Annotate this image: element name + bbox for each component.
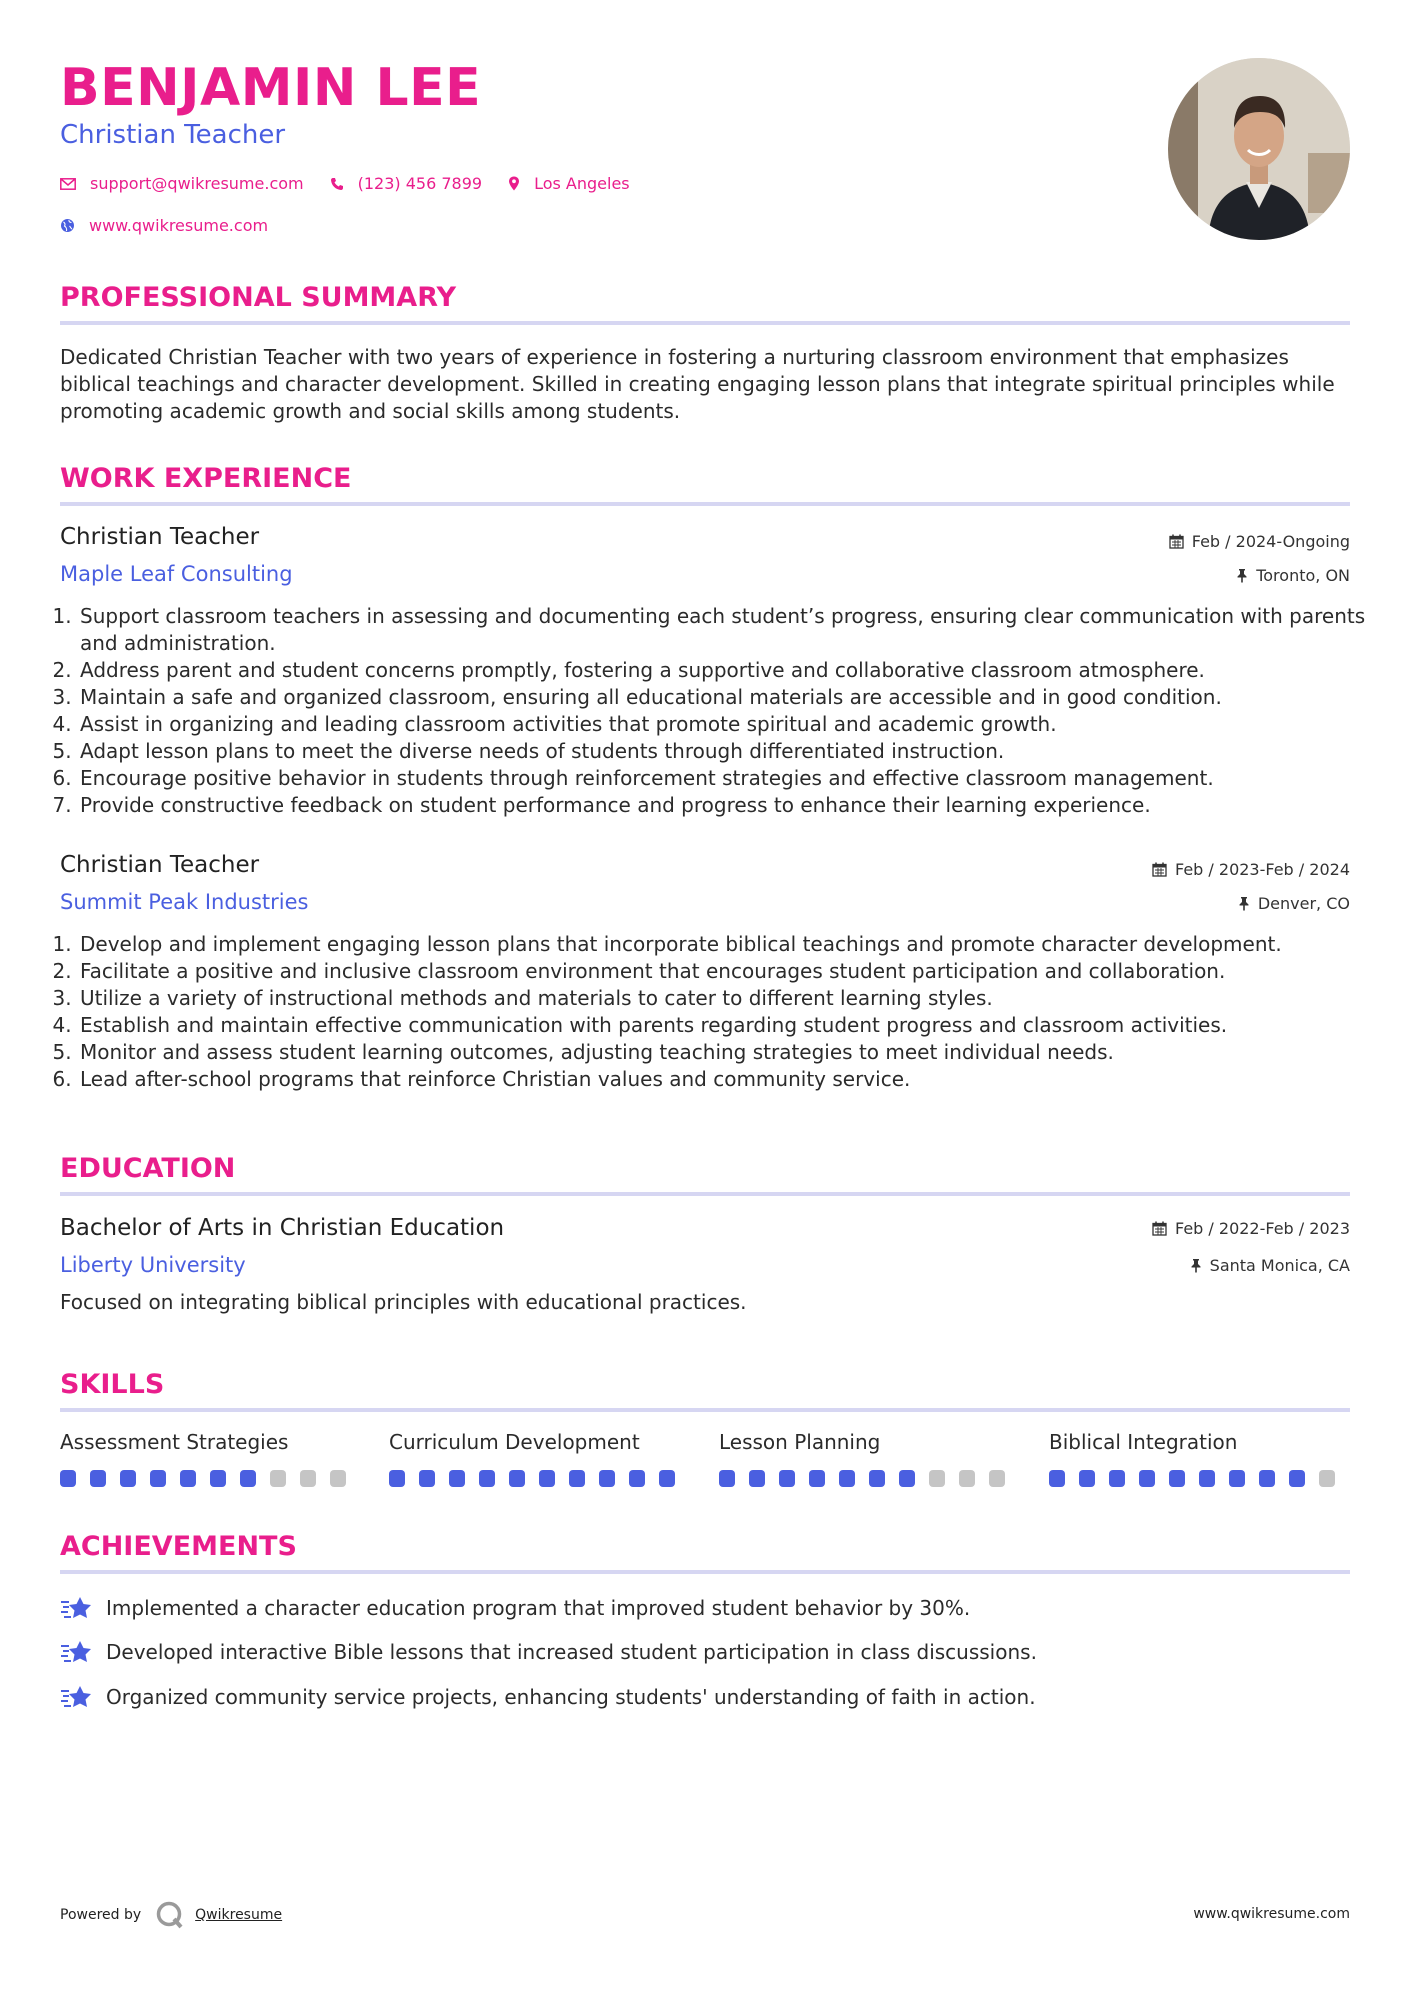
skill-dot-filled xyxy=(1259,1470,1275,1487)
location-pin-icon xyxy=(508,176,520,191)
resume-page xyxy=(60,0,1366,1990)
skill-curriculum-development xyxy=(389,1430,689,1487)
qwikresume-link[interactable]: Qwikresume xyxy=(195,1907,283,1923)
list-item: 4. Establish and maintain effective communication with parents regarding student progress and classroom activities. xyxy=(78,1012,1368,1039)
envelope-icon xyxy=(60,178,76,190)
list-item: 3. Maintain a safe and organized classroom, ensuring all educational materials are accessible and in good condition. xyxy=(78,684,1368,711)
globe-icon xyxy=(60,218,75,233)
achievements-heading: ACHIEVEMENTS xyxy=(60,1531,297,1562)
skill-dot-filled xyxy=(809,1470,825,1487)
skill-dot-filled xyxy=(419,1470,435,1487)
job-2-dates-text: Feb / 2023-Feb / 2024 xyxy=(1175,860,1350,879)
profile-photo xyxy=(1168,58,1350,240)
skill-dot-empty xyxy=(330,1470,346,1487)
job-1-company: Maple Leaf Consulting xyxy=(60,562,293,586)
footer-powered-by xyxy=(60,1900,282,1930)
skill-dot-filled xyxy=(389,1470,405,1487)
skill-dot-filled xyxy=(749,1470,765,1487)
education-location-text: Santa Monica, CA xyxy=(1209,1256,1350,1275)
skill-dot-filled xyxy=(120,1470,136,1487)
job-2-company: Summit Peak Industries xyxy=(60,890,309,914)
education-school: Liberty University xyxy=(60,1253,246,1277)
list-item: 4. Assist in organizing and leading classroom activities that promote spiritual and academic growth. xyxy=(78,711,1368,738)
skill-biblical-integration xyxy=(1049,1430,1349,1487)
contact-row xyxy=(60,174,656,193)
calendar-icon xyxy=(1169,534,1184,549)
phone-icon xyxy=(330,177,344,191)
footer-website[interactable]: www.qwikresume.com xyxy=(1193,1906,1350,1922)
skill-dot-filled xyxy=(1139,1470,1155,1487)
achievement-text: Organized community service projects, enhancing students' understanding of faith in action. xyxy=(106,1685,1036,1709)
skill-dot-filled xyxy=(479,1470,495,1487)
contact-location xyxy=(508,174,630,193)
star-badge-icon xyxy=(60,1594,94,1622)
skill-rating xyxy=(719,1470,1019,1487)
website-row xyxy=(60,216,294,235)
skill-assessment-strategies xyxy=(60,1430,360,1487)
email-text: support@qwikresume.com xyxy=(90,174,304,193)
list-item: 2. Facilitate a positive and inclusive classroom environment that encourages student participation and collaboration. xyxy=(78,958,1368,985)
job-2-bullets xyxy=(60,931,1368,1093)
education-location xyxy=(1190,1256,1350,1275)
list-item: 1. Support classroom teachers in assessing and documenting each student’s progress, ensuring clear communication with parents and administration. xyxy=(78,603,1368,657)
skill-dot-filled xyxy=(899,1470,915,1487)
profile-photo-illustration xyxy=(1168,58,1350,240)
star-badge-icon xyxy=(60,1683,94,1711)
candidate-title: Christian Teacher xyxy=(60,120,286,150)
skill-rating xyxy=(389,1470,689,1487)
calendar-icon xyxy=(1152,862,1167,877)
experience-heading: WORK EXPERIENCE xyxy=(60,463,352,494)
job-1-bullets xyxy=(60,603,1368,819)
skill-dot-filled xyxy=(1049,1470,1065,1487)
skill-dot-filled xyxy=(569,1470,585,1487)
achievement-item xyxy=(60,1683,1036,1711)
skill-dot-filled xyxy=(180,1470,196,1487)
achievements-divider xyxy=(60,1570,1350,1574)
website-text: www.qwikresume.com xyxy=(89,216,269,235)
education-divider xyxy=(60,1192,1350,1196)
education-heading: EDUCATION xyxy=(60,1153,236,1184)
contact-email[interactable] xyxy=(60,174,304,193)
skill-dot-empty xyxy=(270,1470,286,1487)
list-item: 3. Utilize a variety of instructional methods and materials to cater to different learning styles. xyxy=(78,985,1368,1012)
pushpin-icon xyxy=(1190,1258,1202,1273)
phone-text: (123) 456 7899 xyxy=(357,174,483,193)
education-degree: Bachelor of Arts in Christian Education xyxy=(60,1215,505,1241)
skill-dot-filled xyxy=(449,1470,465,1487)
skill-lesson-planning xyxy=(719,1430,1019,1487)
skill-dot-filled xyxy=(839,1470,855,1487)
job-1-role: Christian Teacher xyxy=(60,524,260,550)
skill-rating xyxy=(1049,1470,1349,1487)
skills-divider xyxy=(60,1408,1350,1412)
achievement-item xyxy=(60,1638,1037,1666)
job-1-dates-text: Feb / 2024-Ongoing xyxy=(1191,532,1350,551)
skill-dot-filled xyxy=(210,1470,226,1487)
list-item: 5. Monitor and assess student learning outcomes, adjusting teaching strategies to meet individual needs. xyxy=(78,1039,1368,1066)
list-item: 1. Develop and implement engaging lesson plans that incorporate biblical teachings and promote character development. xyxy=(78,931,1368,958)
skill-dot-filled xyxy=(60,1470,76,1487)
skill-dot-filled xyxy=(719,1470,735,1487)
skill-label: Assessment Strategies xyxy=(60,1430,289,1454)
qwikresume-logo-icon xyxy=(155,1900,185,1930)
star-badge-icon xyxy=(60,1638,94,1666)
skill-dot-filled xyxy=(659,1470,675,1487)
summary-divider xyxy=(60,321,1350,325)
skill-dot-empty xyxy=(929,1470,945,1487)
skill-dot-filled xyxy=(1169,1470,1185,1487)
skill-dot-empty xyxy=(1319,1470,1335,1487)
list-item: 6. Encourage positive behavior in students through reinforcement strategies and effective classroom management. xyxy=(78,765,1368,792)
pushpin-icon xyxy=(1238,896,1250,911)
summary-text: Dedicated Christian Teacher with two years of experience in fostering a nurturing classroom environment that emphasizes biblical teachings and character development. Skilled in creating engaging lesson plans that integrate spiritual principles while promoting academic growth and social skills among students. xyxy=(60,345,1335,423)
location-text: Los Angeles xyxy=(534,174,630,193)
skill-label: Biblical Integration xyxy=(1049,1430,1238,1454)
skill-label: Curriculum Development xyxy=(389,1430,640,1454)
skill-dot-filled xyxy=(1109,1470,1125,1487)
skill-rating xyxy=(60,1470,360,1487)
achievement-text: Implemented a character education program that improved student behavior by 30%. xyxy=(106,1596,971,1620)
achievement-item xyxy=(60,1594,970,1622)
achievement-text: Developed interactive Bible lessons that increased student participation in class discussions. xyxy=(106,1640,1037,1664)
skill-dot-filled xyxy=(509,1470,525,1487)
powered-by-text: Powered by xyxy=(60,1907,142,1923)
skill-dot-empty xyxy=(959,1470,975,1487)
list-item: 2. Address parent and student concerns promptly, fostering a supportive and collaborative classroom atmosphere. xyxy=(78,657,1368,684)
candidate-name: BENJAMIN LEE xyxy=(60,58,482,118)
skill-dot-filled xyxy=(150,1470,166,1487)
skill-dot-filled xyxy=(1079,1470,1095,1487)
calendar-icon xyxy=(1152,1221,1167,1236)
list-item: 6. Lead after-school programs that reinforce Christian values and community service. xyxy=(78,1066,1368,1093)
job-2-dates xyxy=(1152,860,1350,879)
skills-heading: SKILLS xyxy=(60,1369,165,1400)
summary-heading: PROFESSIONAL SUMMARY xyxy=(60,282,457,313)
skill-dot-empty xyxy=(300,1470,316,1487)
contact-website[interactable] xyxy=(60,216,268,235)
skill-dot-filled xyxy=(869,1470,885,1487)
job-2-location xyxy=(1238,894,1350,913)
job-1-location xyxy=(1236,566,1350,585)
skill-label: Lesson Planning xyxy=(719,1430,881,1454)
list-item: 7. Provide constructive feedback on student performance and progress to enhance their learning experience. xyxy=(78,792,1368,819)
experience-divider xyxy=(60,502,1350,506)
job-2-location-text: Denver, CO xyxy=(1257,894,1350,913)
job-2-role: Christian Teacher xyxy=(60,852,260,878)
education-dates xyxy=(1152,1219,1350,1238)
contact-phone[interactable] xyxy=(330,174,482,193)
education-description: Focused on integrating biblical principles with educational practices. xyxy=(60,1290,747,1314)
pushpin-icon xyxy=(1236,568,1248,583)
skill-dot-filled xyxy=(90,1470,106,1487)
list-item: 5. Adapt lesson plans to meet the diverse needs of students through differentiated instruction. xyxy=(78,738,1368,765)
skill-dot-empty xyxy=(989,1470,1005,1487)
job-1-dates xyxy=(1169,532,1350,551)
skill-dot-filled xyxy=(779,1470,795,1487)
skill-dot-filled xyxy=(1229,1470,1245,1487)
education-dates-text: Feb / 2022-Feb / 2023 xyxy=(1175,1219,1350,1238)
job-1-location-text: Toronto, ON xyxy=(1256,566,1350,585)
skill-dot-filled xyxy=(1289,1470,1305,1487)
skill-dot-filled xyxy=(240,1470,256,1487)
skill-dot-filled xyxy=(599,1470,615,1487)
skill-dot-filled xyxy=(1199,1470,1215,1487)
skill-dot-filled xyxy=(629,1470,645,1487)
skill-dot-filled xyxy=(539,1470,555,1487)
